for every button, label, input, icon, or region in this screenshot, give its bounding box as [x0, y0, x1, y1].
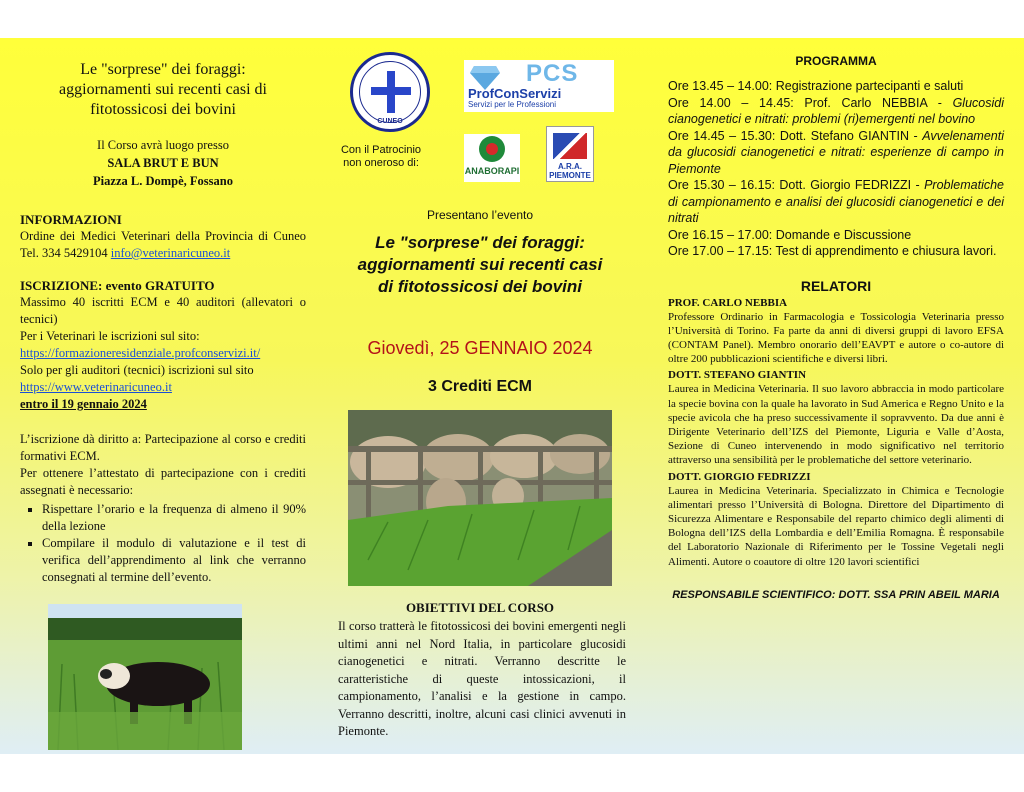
relatore-name: DOTT. GIORGIO FEDRIZZI — [668, 470, 811, 483]
obiettivi-text: Il corso tratterà le fitotossicosi dei bovini emergenti negli ultimi anni nel Nord Italia, in particolare glucosidi cianogenetici e nitrati. Verranno descritte le caratteristiche di queste intossicazioni, il campionamento, l’analisi e la gestione in campo. Verranno descritti, inoltre, alcuni casi clinici avvenuti in Piemonte. — [338, 619, 626, 738]
programma-heading: PROGRAMMA — [795, 54, 877, 68]
iscrizione-heading: ISCRIZIONE: evento GRATUITO — [20, 278, 215, 293]
programma-time: Ore 14.00 – 14.45: — [668, 95, 805, 110]
iscrizione-auditori-link[interactable]: https://www.veterinaricuneo.it — [20, 380, 172, 394]
course-title-line: aggiornamenti sui recenti casi di — [59, 81, 267, 98]
ordine-veterinari-logo — [350, 52, 430, 132]
iscrizione-vet-link[interactable]: https://formazioneresidenziale.profconservizi.it/ — [20, 346, 261, 360]
ecm-credits: 3 Crediti ECM — [427, 378, 532, 395]
pcs-logo-mid: ProfConServizi — [468, 86, 562, 101]
programma-item — [668, 243, 1004, 260]
info-email-link[interactable]: info@veterinaricuneo.it — [110, 246, 231, 260]
anaborapi-logo — [464, 134, 520, 182]
venue-block — [20, 136, 306, 190]
pcs-logo-small: Servizi per le Professioni — [468, 100, 557, 109]
programma-item — [668, 95, 1004, 128]
programma-time: Ore 17.00 – 17.15: — [668, 244, 776, 258]
programma-topic: Problematiche di campionamento e analisi dei glucosidi cianogenetici e dei nitrati — [668, 178, 1004, 225]
event-title-line: di fitotossicosi dei bovini — [377, 277, 583, 296]
requirement-item: ▪ Rispettare l’orario e la frequenza di almeno il 90% della lezione — [42, 501, 306, 535]
cow-field-illustration — [48, 604, 242, 750]
programma-time: Ore 14.45 – 15.30: — [668, 128, 780, 143]
programma-time: Ore 13.45 – 14.00: — [668, 79, 776, 93]
iscrizione-vet: Per i Veterinari le iscrizioni sul sito: — [20, 329, 200, 343]
course-title — [20, 60, 306, 120]
programma-text: Test di apprendimento e chiusura lavori. — [775, 244, 997, 258]
relatore-bio: Laurea in Medicina Veterinaria. Specializzato in Chimica e Tecnologie alimentari presso l’Università di Bologna. Direttore del Dipartimento di Sicurezza Alimentare e Responsabile del reparto chimico degli alimenti di Bologna dell’IZS della Lombardia e dell’Emilia Romagna. È responsabile del Laboratorio Nazionale di Riferimento per le Tossine Vegetali negli Alimenti. Autore o coautore di oltre 120 lavori scientifici — [668, 484, 1004, 568]
relatore-name: PROF. CARLO NEBBIA — [668, 296, 788, 309]
patrocinio-text — [338, 144, 424, 170]
programma-item — [668, 177, 1004, 227]
event-date: Giovedì, 25 GENNAIO 2024 — [367, 338, 593, 358]
programma-text: Registrazione partecipanti e saluti — [775, 79, 964, 93]
programma-topic: Glucosidi cianogenetici e nitrati: problemi (ri)emergenti nel bovino — [668, 95, 1004, 126]
ara-logo-line: A.R.A. — [558, 162, 582, 171]
programma-time: Ore 16.15 – 17.00: — [668, 227, 776, 242]
programma-topic: Avvelenamenti da glucosidi cianogenetici e nitrati: esperienze di campo in Piemonte — [668, 128, 1004, 176]
responsabile-scientifico: RESPONSABILE SCIENTIFICO: DOTT. SSA PRIN ABEIL MARIA — [672, 588, 1000, 601]
ara-piemonte-logo — [546, 126, 594, 182]
programma-text: Dott. Giorgio FEDRIZZI - — [779, 178, 925, 192]
relatori-list — [668, 296, 1004, 569]
programma-text: Dott. Stefano GIANTIN - — [779, 128, 923, 143]
iscrizione-deadline: entro il 19 gennaio 2024 — [20, 397, 147, 411]
programma-item — [668, 128, 1004, 178]
ara-logo-line: PIEMONTE — [549, 171, 591, 180]
relatori-heading: RELATORI — [800, 277, 872, 294]
iscrizione-max: Massimo 40 iscritti ECM e 40 auditori (allevatori o tecnici) — [20, 295, 306, 326]
cows-feeding-photo — [348, 410, 612, 586]
programma-text: Domande e Discussione — [775, 227, 912, 242]
right-column — [668, 38, 1004, 754]
programma-item — [668, 78, 1004, 95]
venue-intro: Il Corso avrà luogo presso — [97, 138, 229, 152]
requirements-list — [20, 501, 306, 586]
course-title-line: Le "sorprese" dei foraggi: — [80, 61, 246, 78]
programma-list — [668, 78, 1004, 260]
patrocinio-line: non oneroso di: — [343, 157, 419, 169]
pcs-logo-big: PCS — [526, 60, 579, 87]
venue-name: SALA BRUT E BUN — [107, 156, 219, 170]
info-heading: INFORMAZIONI — [20, 212, 122, 227]
relatore-name: DOTT. STEFANO GIANTIN — [668, 369, 807, 382]
attestato-text: Per ottenere l’attestato di partecipazione con i crediti assegnati è necessario: — [20, 466, 306, 497]
cows-feeding-illustration — [348, 410, 612, 586]
event-title-line: Le "sorprese" dei foraggi: — [375, 233, 585, 252]
patrocinio-line: Con il Patrocinio — [340, 144, 422, 156]
iscrizione-auditori: Solo per gli auditori (tecnici) iscrizioni sul sito — [20, 363, 254, 377]
middle-column — [330, 38, 630, 754]
course-title-line: fitotossicosi dei bovini — [90, 101, 236, 118]
diritto-text: L’iscrizione dà diritto a: Partecipazione al corso e crediti formativi ECM. — [20, 432, 306, 463]
obiettivi-heading: OBIETTIVI DEL CORSO — [405, 600, 555, 615]
info-contact: Ordine dei Medici Veterinari della Provincia di Cuneo Tel. 334 5429104 — [20, 229, 306, 260]
event-title-line: aggiornamenti sui recenti casi — [357, 255, 603, 274]
ara-logo-text — [547, 162, 593, 180]
ordine-logo-text: CUNEO — [377, 118, 403, 125]
programma-time: Ore 15.30 – 16.15: — [668, 178, 780, 192]
programma-text: Prof. Carlo NEBBIA - — [804, 95, 953, 110]
cow-in-field-photo — [48, 604, 242, 750]
programma-item — [668, 227, 1004, 244]
event-title — [330, 232, 630, 298]
flyer-sheet — [0, 38, 1024, 754]
relatore-bio: Professore Ordinario in Farmacologia e Tossicologia Veterinaria presso l’Università di Torino. Fa parte da anni di diversi gruppi di lavoro EFSA (CONTAM Panel). Membro onorario dell’EAVPT e autore o co-autore di oltre 200 pubblicazioni scientifiche e diversi libri. — [668, 310, 1004, 366]
info-text — [20, 228, 306, 262]
venue-address: Piazza L. Dompè, Fossano — [93, 174, 233, 188]
relatore-bio: Laurea in Medicina Veterinaria. Il suo lavoro abbraccia in modo particolare la specie bovina con la quale ha lavorato in Sud America e Regno Unito e la specie avicola che ha preso successivamente il sopravvento. Da due anni è Dirigente Veterinario dell’IZS del Piemonte, Liguria e Valle d’Aosta, Sezione di Cuneo intervenendo in modo significativo nel territorio attraverso una sensibilità per le problematiche del settore veterinario. — [668, 383, 1004, 467]
requirement-item: ▪ Compilare il modulo di valutazione e il test di verifica dell’apprendimento al link che verranno consegnati al termine dell’evento. — [42, 535, 306, 586]
anaborapi-logo-text: ANABORAPI — [464, 166, 520, 176]
presentano-text: Presentano l’evento — [426, 208, 534, 222]
pcs-logo — [464, 60, 614, 112]
